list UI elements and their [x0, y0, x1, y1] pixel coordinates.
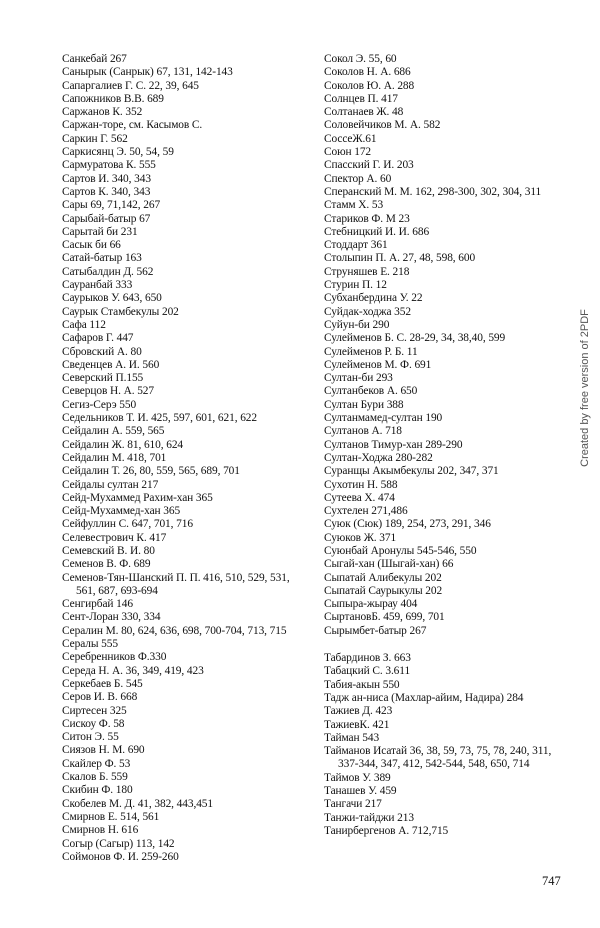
- index-entry: Сиртесен 325: [62, 704, 127, 717]
- index-entry: Смирнов Е. 514, 561: [62, 810, 160, 823]
- index-entry: Сейдалин М. 418, 701: [62, 451, 167, 464]
- index-entry: Стамм Х. 53: [324, 199, 384, 212]
- index-column-right: [324, 53, 564, 838]
- page-number: 747: [542, 874, 561, 888]
- index-entry: Сухотин Н. 588: [324, 478, 398, 491]
- index-entry: Сокол Э. 55, 60: [324, 53, 397, 65]
- index-entry: Табия-акын 550: [324, 678, 400, 691]
- index-entry: Султанов А. 718: [324, 425, 402, 438]
- index-entry: Скибин Ф. 180: [62, 784, 133, 797]
- index-entry: Сейдалин Ж. 81, 610, 624: [62, 438, 184, 451]
- index-entry: Султан Бури 388: [324, 398, 404, 411]
- index-entry: Стурин П. 12: [324, 279, 387, 292]
- index-entry: Соймонов Ф. И. 259-260: [62, 850, 179, 863]
- index-entry: Саржанов К. 352: [62, 106, 143, 119]
- index-entry: Серкебаев Б. 545: [62, 677, 143, 690]
- index-entry: Сапожников В.В. 689: [62, 92, 164, 105]
- index-entry: Солнцев П. 417: [324, 92, 398, 105]
- index-entry: Тайманов Исатай 36, 38, 59, 73, 75, 78, 240, 311, 337-344, 347, 412, 542-544, 548, 650, 714: [324, 745, 552, 771]
- index-entry: Танирбергенов А. 712,715: [324, 824, 449, 837]
- index-entry: Сарыбай-батыр 67: [62, 212, 151, 225]
- index-entry: СыртановБ. 459, 699, 701: [324, 611, 445, 624]
- index-entry: Сейд-Мухаммед Рахим-хан 365: [62, 491, 213, 504]
- index-entry: Султанбеков А. 650: [324, 385, 418, 398]
- section-gap: [324, 638, 564, 652]
- index-entry: Северцов Н. А. 527: [62, 385, 155, 398]
- index-entry: Таймов У. 389: [324, 771, 391, 784]
- index-entry: Соколов Н. А. 686: [324, 66, 411, 79]
- index-entry: СоссеЖ.61: [324, 132, 377, 145]
- index-entry: Сиязов Н. М. 690: [62, 744, 145, 757]
- index-entry: Сухтелен 271,486: [324, 505, 408, 518]
- index-entry: Табацкий С. 3.611: [324, 665, 411, 678]
- index-entry: Сейдалы султан 217: [62, 478, 159, 491]
- index-entry: Танашев У. 459: [324, 785, 397, 798]
- index-entry: Сары 69, 71,142, 267: [62, 199, 161, 212]
- index-entry: Сент-Лоран 330, 334: [62, 611, 161, 624]
- index-entry: Семенов В. Ф. 689: [62, 558, 151, 571]
- index-entry: Сыгай-хан (Шыгай-хан) 66: [324, 558, 454, 571]
- index-entry: Сералы 555: [62, 638, 118, 651]
- index-entry: Селевестрович К. 417: [62, 531, 167, 544]
- index-entry: Табардинов З. 663: [324, 652, 411, 665]
- index-entry: Сулейменов М. Ф. 691: [324, 358, 432, 371]
- index-entry: Суйдак-ходжа 352: [324, 305, 411, 318]
- index-entry: Сейдалин А. 559, 565: [62, 425, 165, 438]
- index-entry: Саркин Г. 562: [62, 132, 128, 145]
- index-entry: Султанов Тимур-хан 289-290: [324, 438, 463, 451]
- index-entry: Субханбердина У. 22: [324, 292, 423, 305]
- index-entry: Столыпин П. А. 27, 48, 598, 600: [324, 252, 476, 265]
- index-entry: Семенов-Тян-Шанский П. П. 416, 510, 529, 531, 561, 687, 693-694: [62, 571, 290, 597]
- index-entry: Сафаров Г. 447: [62, 332, 134, 345]
- index-entry: Сырымбет-батыр 267: [324, 624, 427, 637]
- index-entry: Сартов И. 340, 343: [62, 172, 151, 185]
- index-entry: Танжи-тайджи 213: [324, 811, 414, 824]
- index-entry: Суранщы Акымбекулы 202, 347, 371: [324, 465, 499, 478]
- index-entry: Смирнов Н. 616: [62, 824, 139, 837]
- index-entry: Серов И. В. 668: [62, 691, 138, 704]
- index-entry: Тажиев Д. 423: [324, 705, 393, 718]
- index-entry: Тайман 543: [324, 731, 380, 744]
- index-entry: Сапаргалиев Г. С. 22, 39, 645: [62, 79, 199, 92]
- index-entry: Сатай-батыр 163: [62, 252, 142, 265]
- index-entry: Сартов К. 340, 343: [62, 185, 151, 198]
- index-entry: Сатыбалдин Д. 562: [62, 265, 154, 278]
- index-entry: Стариков Ф. М 23: [324, 212, 410, 225]
- index-entry: Сафа 112: [62, 318, 106, 331]
- index-entry: Сбровский А. 80: [62, 345, 142, 358]
- index-entry: Сискоу Ф. 58: [62, 717, 125, 730]
- index-entry: Санырык (Санрык) 67, 131, 142-143: [62, 66, 233, 79]
- index-entry: Сыпатай Саурыкулы 202: [324, 584, 443, 597]
- index-entry: Санкебай 267: [62, 53, 127, 65]
- index-entry: Сералин М. 80, 624, 636, 698, 700-704, 713, 715: [62, 624, 287, 637]
- index-entry: Сауранбай 333: [62, 279, 133, 292]
- index-entry: Сейд-Мухаммед-хан 365: [62, 505, 181, 518]
- index-entry: Суйун-би 290: [324, 318, 390, 331]
- index-entry: Сыпатай Алибекулы 202: [324, 571, 442, 584]
- index-entry: Сперанский М. М. 162, 298-300, 302, 304, 311: [324, 185, 542, 198]
- index-entry: Сейдалин Т. 26, 80, 559, 565, 689, 701: [62, 465, 240, 478]
- index-entry: Ситон Э. 55: [62, 731, 119, 744]
- index-entry: Саурык Стамбекулы 202: [62, 305, 179, 318]
- index-entry: Седельников Т. И. 425, 597, 601, 621, 622: [62, 412, 257, 425]
- index-entry: Суюк (Сюк) 189, 254, 273, 291, 346: [324, 518, 491, 531]
- index-entry: Соловейчиков М. А. 582: [324, 119, 441, 132]
- watermark: Created by free version of 2PDF: [579, 309, 591, 467]
- index-entry: Суюков Ж. 371: [324, 531, 397, 544]
- index-entry: Султанмамед-султан 190: [324, 412, 443, 425]
- index-entry: Скобелев М. Д. 41, 382, 443,451: [62, 797, 213, 810]
- index-entry: Сутеева Х. 474: [324, 491, 395, 504]
- index-entry: Сейфуллин С. 647, 701, 716: [62, 518, 193, 531]
- index-entry: Султан-Ходжа 280-282: [324, 451, 433, 464]
- index-column-left: [62, 53, 300, 864]
- index-entry: Саурыков У. 643, 650: [62, 292, 162, 305]
- index-entry: Стоддарт 361: [324, 239, 388, 252]
- index-entry: Сулейменов Б. С. 28-29, 34, 38,40, 599: [324, 332, 506, 345]
- index-entry: Северский П.155: [62, 372, 144, 385]
- index-entry: Семевский В. И. 80: [62, 544, 155, 557]
- index-entry: Тангачи 217: [324, 798, 382, 811]
- index-entry: Сведенцев А. И. 560: [62, 358, 160, 371]
- index-entry: Сулейменов Р. Б. 11: [324, 345, 418, 358]
- index-entry: ТажиевК. 421: [324, 718, 390, 731]
- index-entry: Сарытай би 231: [62, 225, 138, 238]
- index-entry: Сармуратова К. 555: [62, 159, 156, 172]
- index-entry: Тадж ан-ниса (Махлар-айим, Надира) 284: [324, 691, 524, 704]
- index-entry: Союн 172: [324, 146, 372, 159]
- index-entry: Серебренников Ф.330: [62, 651, 167, 664]
- index-entry: Середа Н. А. 36, 349, 419, 423: [62, 664, 204, 677]
- index-entry: Солтанаев Ж. 48: [324, 106, 404, 119]
- index-entry: Сегиз-Серэ 550: [62, 398, 137, 411]
- index-entry: Султан-би 293: [324, 372, 393, 385]
- index-entry: Саржан-торе, см. Касымов С.: [62, 119, 203, 132]
- index-entry: Соколов Ю. А. 288: [324, 79, 415, 92]
- index-entry: Согыр (Сагыр) 113, 142: [62, 837, 175, 850]
- index-entry: Спектор А. 60: [324, 172, 392, 185]
- index-entry: Скайлер Ф. 53: [62, 757, 131, 770]
- index-entry: Сасык би 66: [62, 239, 121, 252]
- index-entry: Струняшев Е. 218: [324, 265, 410, 278]
- index-entry: Саркисянц Э. 50, 54, 59: [62, 146, 174, 159]
- index-entry: Спасский Г. И. 203: [324, 159, 414, 172]
- index-entry: Скалов Б. 559: [62, 771, 128, 784]
- index-entry: Суюнбай Аронулы 545-546, 550: [324, 544, 477, 557]
- index-entry: Сенгирбай 146: [62, 598, 133, 611]
- index-entry: Сыпыра-жырау 404: [324, 598, 418, 611]
- index-entry: Стебницкий И. И. 686: [324, 225, 430, 238]
